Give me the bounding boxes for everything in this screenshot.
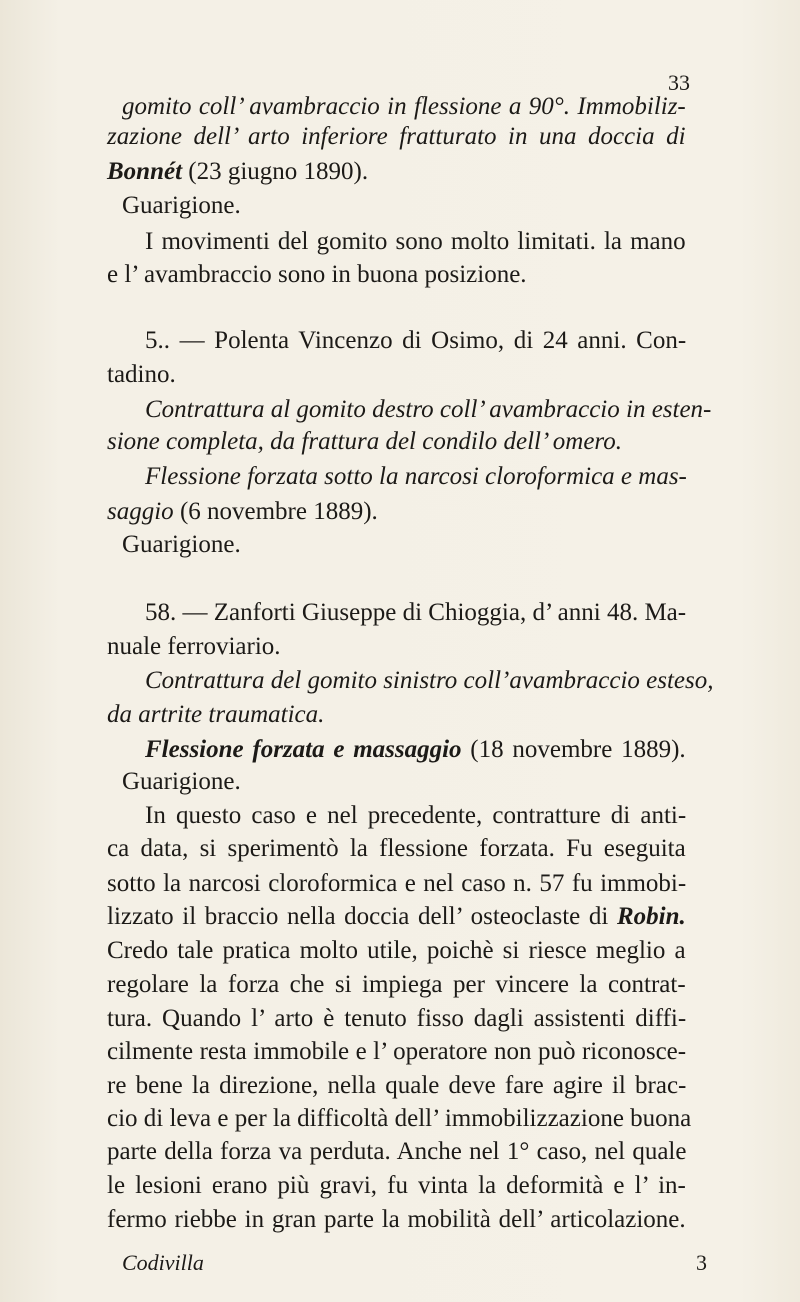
text-line xyxy=(107,1071,686,1101)
text-run: ca data, si sperimentò la flessione forzata. Fu eseguita xyxy=(107,835,686,862)
text-line xyxy=(122,767,241,797)
text-line xyxy=(145,801,686,831)
text-run: da artrite traumatica. xyxy=(107,701,325,728)
text-run: (6 novembre 1889). xyxy=(173,498,378,525)
text-line xyxy=(107,157,368,187)
text-run: sione completa, da frattura del condilo dell’ omero. xyxy=(107,428,622,455)
text-line xyxy=(145,395,711,425)
text-line xyxy=(122,530,241,560)
text-run: cilmente resta immobile e l’ operatore non può riconosce- xyxy=(107,1038,687,1065)
text-line xyxy=(107,834,686,864)
text-run: lizzato il braccio nella doccia dell’ osteoclaste di xyxy=(107,903,617,930)
text-line xyxy=(122,191,241,221)
text-line xyxy=(107,632,281,662)
text-run: Guarigione. xyxy=(122,768,241,795)
text-run: Flessione forzata sotto la narcosi cloroformica e mas- xyxy=(145,463,687,490)
text-line xyxy=(107,700,324,730)
text-line xyxy=(107,1037,686,1067)
text-line xyxy=(107,1171,686,1201)
signature-mark: Codivilla xyxy=(122,1250,204,1275)
text-run: (18 novembre 1889). xyxy=(461,736,686,763)
text-run: Contrattura del gomito sinistro coll’avambraccio esteso, xyxy=(145,667,714,694)
text-line xyxy=(145,462,687,492)
text-line xyxy=(107,497,378,527)
text-run: tura. Quando l’ arto è tenuto fisso dagli assistenti diffi- xyxy=(107,1005,687,1032)
text-line xyxy=(145,598,686,628)
text-run: Contrattura al gomito destro coll’ avambraccio in esten- xyxy=(145,396,712,423)
text-line xyxy=(145,666,713,696)
text-line xyxy=(107,936,686,966)
text-run: Bonnét xyxy=(107,158,183,185)
text-line xyxy=(107,1137,686,1167)
text-line xyxy=(145,735,686,765)
text-run: zazione dell’ arto inferiore fratturato in una doccia di xyxy=(107,123,686,150)
text-run: 58. — Zanforti Giuseppe di Chioggia, d’ anni 48. Ma- xyxy=(145,599,687,626)
page-number: 33 xyxy=(668,70,690,95)
text-line xyxy=(107,360,176,390)
text-line xyxy=(122,92,686,122)
text-run: 5.. — Polenta Vincenzo di Osimo, di 24 anni. Con- xyxy=(145,327,687,354)
text-run: re bene la direzione, nella quale deve fare agire il brac- xyxy=(107,1072,687,1099)
text-run: Guarigione. xyxy=(122,192,241,219)
text-line xyxy=(107,427,622,457)
text-run: parte della forza va perduta. Anche nel 1° caso, nel quale xyxy=(107,1138,687,1165)
text-line xyxy=(107,122,686,152)
signature-number: 3 xyxy=(696,1250,707,1275)
text-run: le lesioni erano più gravi, fu vinta la deformità e l’ in- xyxy=(107,1172,686,1199)
text-line xyxy=(145,227,686,257)
text-run: e l’ avambraccio sono in buona posizione. xyxy=(107,261,527,288)
text-line xyxy=(107,869,686,899)
text-run: sotto la narcosi cloroformica e nel caso n. 57 fu immobi- xyxy=(107,870,687,897)
text-line xyxy=(107,1205,686,1235)
text-line xyxy=(107,1104,691,1134)
text-run: Robin. xyxy=(616,903,686,930)
text-run: saggio xyxy=(107,498,174,525)
text-run: (23 giugno 1890). xyxy=(182,158,369,185)
text-run: regolare la forza che si impiega per vincere la contrat- xyxy=(107,971,686,998)
text-run: Credo tale pratica molto utile, poichè si riesce meglio a xyxy=(107,937,686,964)
text-run: cio di leva e per la difficoltà dell’ immobilizzazione buona xyxy=(107,1105,692,1132)
text-run: I movimenti del gomito sono molto limitati. la mano xyxy=(145,228,686,255)
text-run: nuale ferroviario. xyxy=(107,633,281,660)
text-run: gomito coll’ avambraccio in flessione a 90°. Immobiliz- xyxy=(122,93,686,120)
text-run: Flessione forzata e massaggio xyxy=(145,736,462,763)
text-run: In questo caso e nel precedente, contratture di anti- xyxy=(145,802,687,829)
text-run: fermo riebbe in gran parte la mobilità dell’ articolazione. xyxy=(107,1206,686,1233)
text-line xyxy=(107,260,527,290)
text-line xyxy=(107,1004,686,1034)
text-line xyxy=(107,970,686,1000)
text-run: Guarigione. xyxy=(122,531,241,558)
text-line xyxy=(107,902,686,932)
text-run: tadino. xyxy=(107,361,176,388)
text-line xyxy=(145,326,686,356)
